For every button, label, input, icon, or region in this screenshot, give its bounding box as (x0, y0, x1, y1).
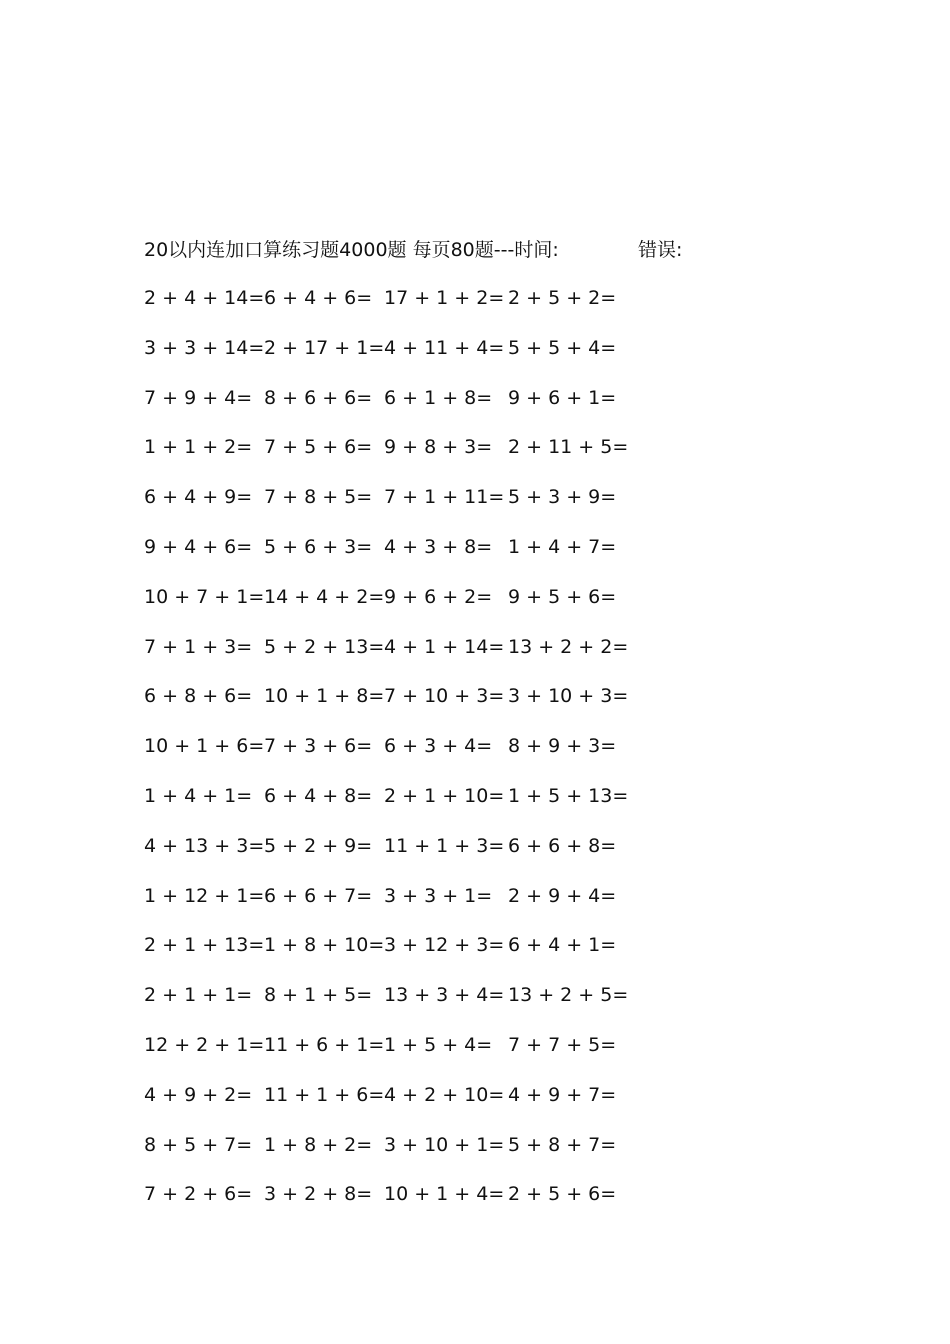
problem-item: 13 + 2 + 5= (508, 984, 629, 1007)
problem-item: 8 + 1 + 5= (264, 984, 373, 1007)
problem-item: 7 + 7 + 5= (508, 1033, 617, 1056)
problem-item: 1 + 5 + 13= (508, 784, 629, 807)
errors-label: 错误: (638, 239, 683, 261)
problem-item: 10 + 1 + 8= (264, 685, 385, 708)
problem-item: 9 + 5 + 6= (508, 585, 617, 608)
problem-row (140, 1032, 640, 1082)
problem-item: 11 + 1 + 6= (264, 1083, 385, 1106)
problem-item: 2 + 5 + 2= (508, 287, 617, 309)
problem-item: 6 + 4 + 8= (264, 784, 373, 807)
problem-item: 2 + 1 + 13= (144, 934, 265, 957)
problem-item: 7 + 5 + 6= (264, 436, 373, 459)
problem-item: 3 + 10 + 3= (508, 685, 629, 708)
problem-item: 8 + 5 + 7= (144, 1133, 253, 1156)
problem-item: 3 + 2 + 8= (264, 1183, 373, 1206)
problem-item: 4 + 13 + 3= (144, 834, 265, 857)
worksheet-title: 20以内连加口算练习题4000题 每页80题---时间: (144, 239, 559, 261)
problem-item: 4 + 9 + 2= (144, 1083, 253, 1106)
problem-item: 6 + 1 + 8= (384, 386, 493, 409)
problem-item: 7 + 2 + 6= (144, 1183, 253, 1206)
problem-item: 17 + 1 + 2= (384, 287, 505, 309)
problem-item: 2 + 4 + 14= (144, 287, 265, 309)
problem-row (140, 534, 640, 584)
problem-item: 5 + 5 + 4= (508, 336, 617, 359)
problem-item: 9 + 8 + 3= (384, 436, 493, 459)
problem-item: 11 + 6 + 1= (264, 1033, 385, 1056)
problem-item: 2 + 1 + 1= (144, 984, 253, 1007)
problem-row (140, 783, 640, 833)
problem-item: 2 + 5 + 6= (508, 1183, 617, 1206)
problem-item: 7 + 8 + 5= (264, 486, 373, 509)
problem-item: 7 + 1 + 11= (384, 486, 505, 509)
problem-row (140, 833, 640, 883)
problem-item: 9 + 6 + 1= (508, 386, 617, 409)
problem-row (140, 1181, 640, 1231)
problem-item: 11 + 1 + 3= (384, 834, 505, 857)
problem-item: 1 + 4 + 7= (508, 535, 617, 558)
problem-row (140, 733, 640, 783)
worksheet-header (144, 236, 683, 264)
problem-item: 5 + 2 + 9= (264, 834, 373, 857)
problem-row (140, 335, 640, 385)
problem-item: 4 + 2 + 10= (384, 1083, 505, 1106)
problem-item: 14 + 4 + 2= (264, 585, 385, 608)
problem-item: 5 + 3 + 9= (508, 486, 617, 509)
problem-item: 2 + 11 + 5= (508, 436, 629, 459)
problem-item: 6 + 3 + 4= (384, 735, 493, 758)
problem-row (140, 385, 640, 435)
problem-item: 5 + 6 + 3= (264, 535, 373, 558)
problem-item: 9 + 4 + 6= (144, 535, 253, 558)
problem-item: 4 + 11 + 4= (384, 336, 505, 359)
problem-row (140, 285, 640, 335)
problem-item: 1 + 5 + 4= (384, 1033, 493, 1056)
problem-item: 6 + 4 + 9= (144, 486, 253, 509)
problem-item: 12 + 2 + 1= (144, 1033, 265, 1056)
problem-item: 1 + 12 + 1= (144, 884, 265, 907)
problem-item: 8 + 6 + 6= (264, 386, 373, 409)
problem-item: 7 + 9 + 4= (144, 386, 253, 409)
problem-item: 2 + 17 + 1= (264, 336, 385, 359)
problem-item: 6 + 4 + 6= (264, 287, 373, 309)
problem-item: 10 + 7 + 1= (144, 585, 265, 608)
problem-item: 6 + 6 + 7= (264, 884, 373, 907)
problem-row (140, 584, 640, 634)
problem-row (140, 932, 640, 982)
problem-item: 1 + 4 + 1= (144, 784, 253, 807)
problem-item: 7 + 1 + 3= (144, 635, 253, 658)
problem-item: 6 + 6 + 8= (508, 834, 617, 857)
problem-item: 2 + 1 + 10= (384, 784, 505, 807)
problem-item: 4 + 1 + 14= (384, 635, 505, 658)
problem-item: 5 + 2 + 13= (264, 635, 385, 658)
problem-item: 7 + 3 + 6= (264, 735, 373, 758)
problem-row (140, 634, 640, 684)
problem-item: 13 + 2 + 2= (508, 635, 629, 658)
problem-grid (140, 285, 640, 1231)
problem-item: 10 + 1 + 4= (384, 1183, 505, 1206)
problem-item: 10 + 1 + 6= (144, 735, 265, 758)
problem-row (140, 683, 640, 733)
problem-item: 4 + 3 + 8= (384, 535, 493, 558)
problem-item: 6 + 4 + 1= (508, 934, 617, 957)
problem-item: 1 + 8 + 10= (264, 934, 385, 957)
problem-item: 4 + 9 + 7= (508, 1083, 617, 1106)
problem-item: 2 + 9 + 4= (508, 884, 617, 907)
problem-row (140, 1132, 640, 1182)
problem-item: 3 + 12 + 3= (384, 934, 505, 957)
problem-row (140, 484, 640, 534)
problem-row (140, 434, 640, 484)
problem-item: 3 + 10 + 1= (384, 1133, 505, 1156)
problem-item: 13 + 3 + 4= (384, 984, 505, 1007)
problem-row (140, 982, 640, 1032)
problem-item: 8 + 9 + 3= (508, 735, 617, 758)
problem-item: 3 + 3 + 14= (144, 336, 265, 359)
problem-item: 1 + 1 + 2= (144, 436, 253, 459)
problem-item: 3 + 3 + 1= (384, 884, 493, 907)
problem-row (140, 1082, 640, 1132)
problem-item: 6 + 8 + 6= (144, 685, 253, 708)
problem-item: 5 + 8 + 7= (508, 1133, 617, 1156)
problem-item: 7 + 10 + 3= (384, 685, 505, 708)
problem-item: 1 + 8 + 2= (264, 1133, 373, 1156)
problem-row (140, 883, 640, 933)
problem-item: 9 + 6 + 2= (384, 585, 493, 608)
